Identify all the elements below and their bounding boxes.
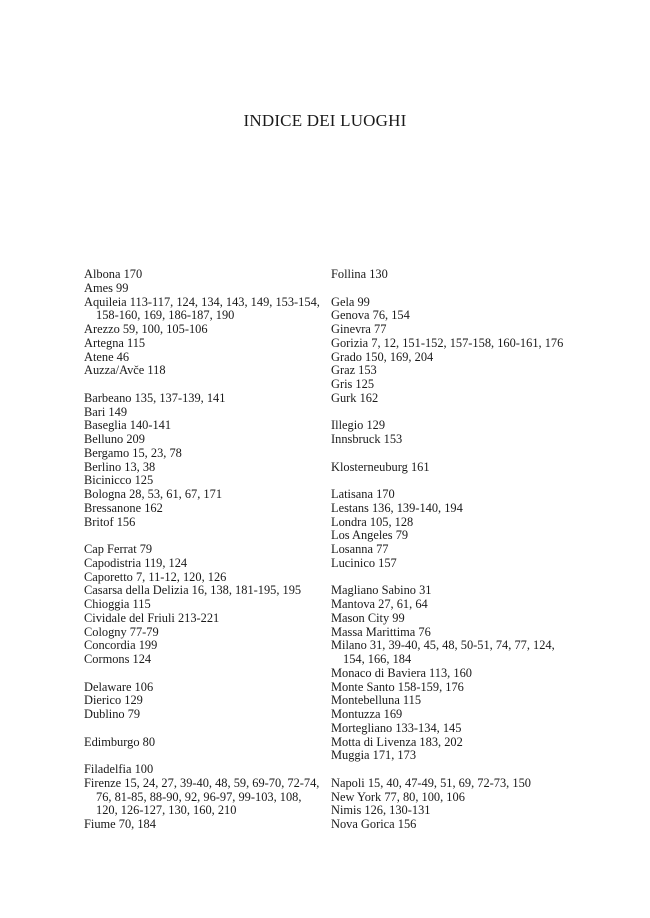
- index-entry: Filadelfia 100: [84, 762, 154, 776]
- index-entry: Monaco di Baviera 113, 160: [331, 665, 472, 680]
- index-entry: Aquileia 113-117, 124, 134, 143, 149, 153-154, 158-160, 169, 186-187, 190: [84, 294, 320, 323]
- index-entry: Nova Gorica 156: [331, 817, 417, 831]
- index-letter-group: [84, 736, 320, 750]
- index-entry: Capodistria 119, 124: [84, 555, 188, 570]
- index-entry: Ames 99: [84, 280, 129, 295]
- index-entry: Britof 156: [84, 514, 136, 529]
- index-entry: Casarsa della Delizia 16, 138, 181-195, 195: [84, 583, 302, 598]
- index-entry: Ginevra 77: [331, 322, 387, 336]
- index-entry: Bicinicco 125: [84, 473, 154, 488]
- index-entry: Belluno 209: [84, 432, 145, 446]
- index-entry: Nimis 126, 130-131: [331, 803, 431, 818]
- index-letter-group: [84, 681, 320, 722]
- index-entry: Massa Marittima 76: [331, 624, 431, 639]
- index-entry: Latisana 170: [331, 487, 395, 501]
- index-entry: Motta di Livenza 183, 202: [331, 734, 463, 749]
- index-entry: Albona 170: [84, 267, 143, 281]
- index-entry: New York 77, 80, 100, 106: [331, 789, 465, 804]
- index-entry: Arezzo 59, 100, 105-106: [84, 322, 208, 336]
- index-entry: Gorizia 7, 12, 151-152, 157-158, 160-161, 176: [331, 335, 564, 350]
- index-entry: Monte Santo 158-159, 176: [331, 679, 464, 694]
- index-entry: Mason City 99: [331, 610, 405, 625]
- index-entry: Atene 46: [84, 349, 130, 364]
- index-letter-group: [331, 461, 571, 475]
- index-entry: Baseglia 140-141: [84, 418, 172, 433]
- index-entry: Edimburgo 80: [84, 734, 156, 749]
- index-entry: Innsbruck 153: [331, 432, 403, 446]
- index-letter-group: [84, 392, 320, 530]
- index-entry: Bologna 28, 53, 61, 67, 171: [84, 487, 223, 501]
- index-entry: Berlino 13, 38: [84, 459, 156, 474]
- index-entry: Delaware 106: [84, 679, 154, 694]
- index-entry: Firenze 15, 24, 27, 39-40, 48, 59, 69-70, 72-74, 76, 81-85, 88-90, 92, 96-97, 99-103, 108, 120, 126-127, 130, 160, 210: [84, 775, 320, 818]
- index-entry: Magliano Sabino 31: [331, 583, 432, 598]
- index-letter-group: [331, 584, 571, 763]
- index-entry: Artegna 115: [84, 335, 146, 350]
- index-entry: Lestans 136, 139-140, 194: [331, 500, 463, 515]
- index-letter-group: [331, 268, 571, 282]
- index-entry: Mantova 27, 61, 64: [331, 597, 428, 611]
- index-entry: Bari 149: [84, 404, 128, 419]
- index-column-left: [84, 268, 320, 846]
- index-entry: Montuzza 169: [331, 707, 403, 721]
- index-letter-group: [331, 777, 571, 832]
- index-letter-group: [84, 763, 320, 832]
- index-entry: Graz 153: [331, 363, 377, 378]
- index-letter-group: [84, 543, 320, 667]
- index-entry: Caporetto 7, 11-12, 120, 126: [84, 569, 227, 584]
- index-entry: Bressanone 162: [84, 500, 163, 515]
- index-entry: Concordia 199: [84, 638, 158, 653]
- index-entry: Muggia 171, 173: [331, 748, 417, 763]
- index-entry: Montebelluna 115: [331, 693, 422, 708]
- index-entry: Cividale del Friuli 213-221: [84, 610, 220, 625]
- index-entry: Cologny 77-79: [84, 624, 159, 639]
- index-entry: Chioggia 115: [84, 597, 151, 611]
- index-entry: Los Angeles 79: [331, 528, 409, 543]
- index-entry: Follina 130: [331, 267, 388, 281]
- index-entry: Dublino 79: [84, 707, 141, 721]
- index-letter-group: [84, 268, 320, 378]
- index-entry: Auzza/Avče 118: [84, 363, 166, 378]
- index-entry: Klosterneuburg 161: [331, 459, 430, 474]
- index-column-right: [331, 268, 571, 846]
- index-entry: Dierico 129: [84, 693, 143, 708]
- index-entry: Illegio 129: [331, 418, 386, 433]
- index-entry: Cormons 124: [84, 652, 152, 666]
- index-letter-group: [331, 419, 571, 447]
- index-entry: Cap Ferrat 79: [84, 542, 153, 556]
- index-entry: Gris 125: [331, 377, 375, 391]
- index-letter-group: [331, 296, 571, 406]
- index-entry: Bergamo 15, 23, 78: [84, 445, 182, 460]
- index-entry: Napoli 15, 40, 47-49, 51, 69, 72-73, 150: [331, 775, 531, 790]
- index-entry: Lucinico 157: [331, 555, 397, 570]
- index-entry: Gurk 162: [331, 390, 379, 405]
- index-entry: Losanna 77: [331, 542, 389, 556]
- index-entry: Grado 150, 169, 204: [331, 349, 434, 364]
- index-entry: Genova 76, 154: [331, 308, 410, 323]
- index-entry: Milano 31, 39-40, 45, 48, 50-51, 74, 77, 124, 154, 166, 184: [331, 638, 555, 666]
- index-entry: Londra 105, 128: [331, 514, 414, 529]
- page-title: INDICE DEI LUOGHI: [243, 111, 407, 130]
- index-entry: Fiume 70, 184: [84, 817, 156, 831]
- index-entry: Gela 99: [331, 294, 370, 309]
- index-entry: Mortegliano 133-134, 145: [331, 720, 462, 735]
- index-letter-group: [331, 488, 571, 571]
- index-entry: Barbeano 135, 137-139, 141: [84, 390, 226, 405]
